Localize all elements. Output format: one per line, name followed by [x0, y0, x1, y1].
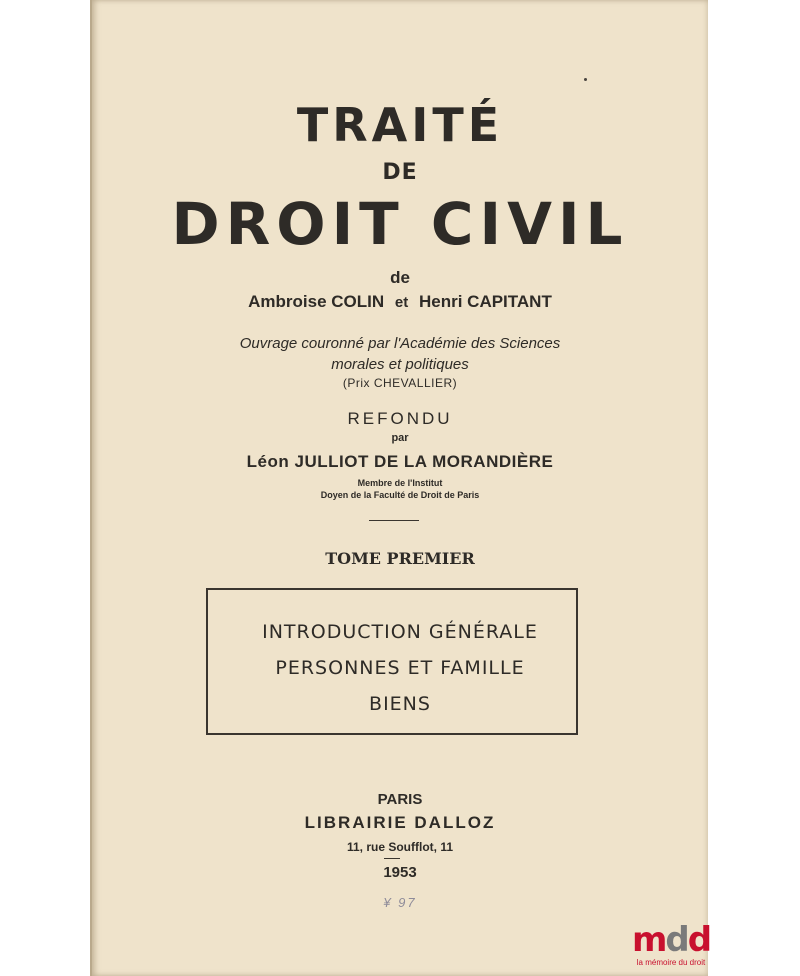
editor-role-1: Membre de l'Institut	[357, 478, 443, 488]
award-line-2: morales et politiques	[331, 356, 469, 373]
logo-letter: d	[665, 920, 688, 960]
pencil-annotation: ¥ 97	[383, 895, 417, 910]
subject-item: BIENS	[369, 693, 431, 715]
publication-year: 1953	[383, 864, 417, 881]
title-line-3: DROIT CIVIL	[171, 190, 629, 258]
publisher-city: PARIS	[377, 791, 423, 808]
revision-par: par	[391, 432, 409, 444]
divider-rule	[369, 520, 419, 521]
title-line-2: DE	[382, 160, 418, 185]
ink-speck	[584, 78, 587, 81]
logo-tagline: la mémoire du droit	[636, 958, 706, 967]
revision-editor: Léon JULLIOT DE LA MORANDIÈRE	[246, 452, 554, 471]
award-text	[0, 333, 800, 375]
author-capitant: Henri CAPITANT	[418, 292, 552, 311]
authors-prefix: de	[390, 268, 410, 287]
address-dash	[384, 858, 400, 859]
publisher-name: LIBRAIRIE DALLOZ	[304, 813, 496, 832]
award-line-1: Ouvrage couronné par l'Académie des Sciences	[239, 335, 561, 352]
title-line-1: TRAITÉ	[296, 98, 504, 152]
authors-line	[0, 292, 800, 312]
award-prize: (Prix CHEVALLIER)	[342, 376, 458, 390]
logo-letter: d	[687, 920, 711, 960]
editor-role-2: Doyen de la Faculté de Droit de Paris	[320, 490, 480, 500]
authors-conjunction: et	[394, 294, 409, 311]
tome-label: TOME PREMIER	[325, 549, 475, 568]
editor-roles	[0, 477, 800, 501]
subject-item: PERSONNES ET FAMILLE	[275, 657, 525, 679]
subject-item: INTRODUCTION GÉNÉRALE	[262, 621, 538, 643]
subjects-list	[0, 614, 800, 722]
mdd-logo	[630, 922, 712, 968]
publisher-address: 11, rue Soufflot, 11	[346, 840, 454, 854]
revision-label: REFONDU	[347, 409, 453, 428]
author-colin: Ambroise COLIN	[248, 292, 385, 311]
logo-mark	[630, 922, 712, 958]
logo-letter: m	[631, 920, 666, 960]
